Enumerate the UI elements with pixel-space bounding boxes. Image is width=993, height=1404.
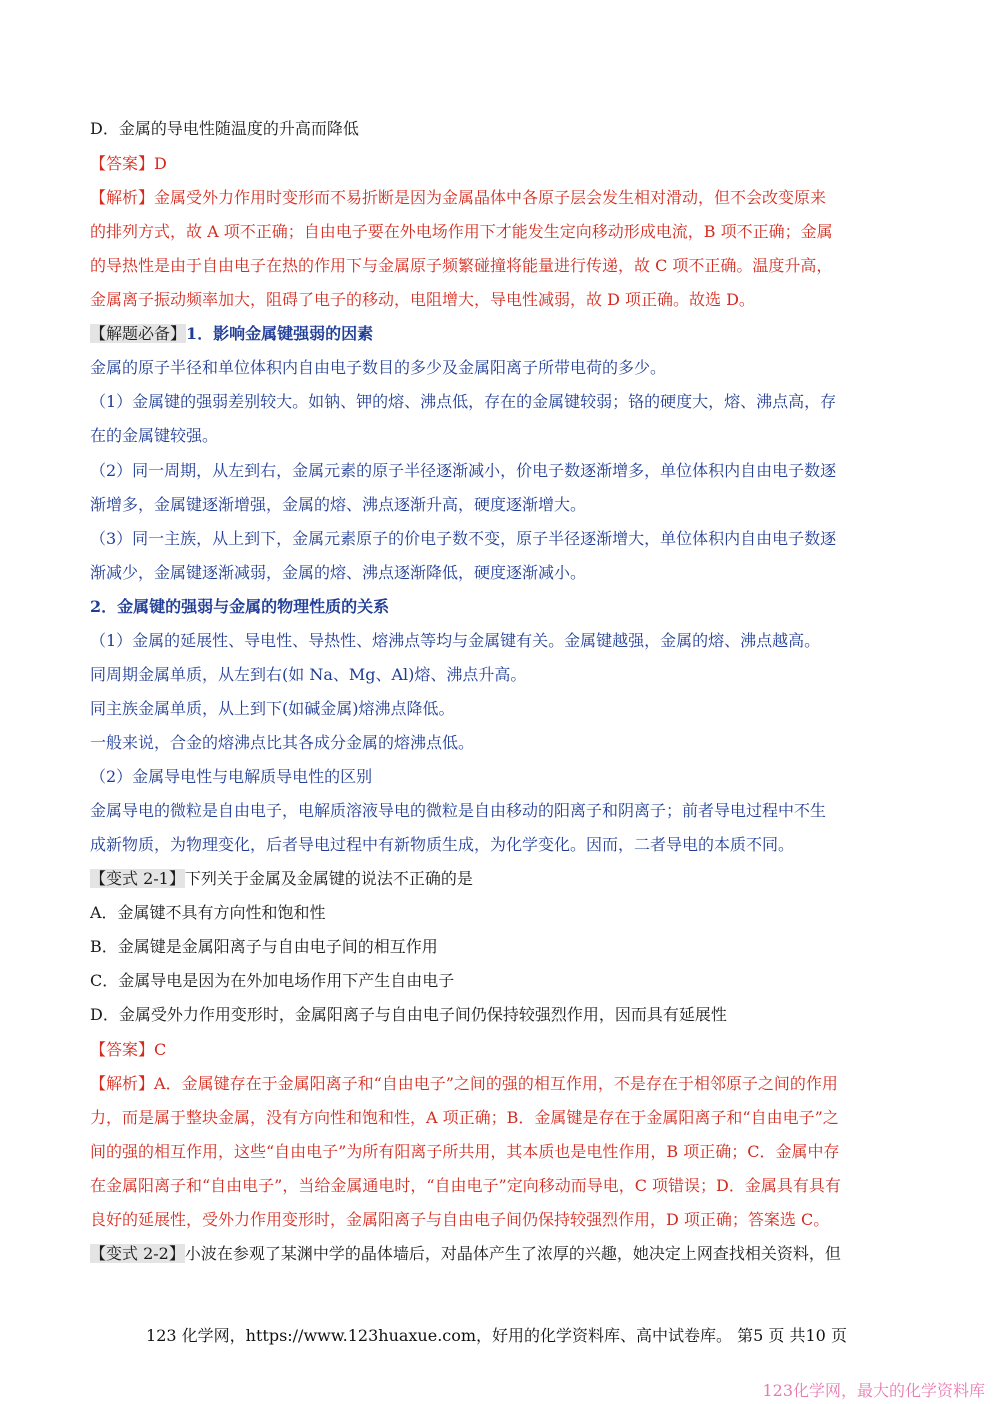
option-c: C．金属导电是因为在外加电场作用下产生自由电子 [90, 971, 455, 990]
section-2-point-2: （2）金属导电性与电解质导电性的区别 [90, 767, 373, 786]
analysis-variant-line3: 间的强的相互作用，这些“自由电子”为所有阳离子所共用，其本质也是电性作用，B 项正确；C．金属中存 [90, 1142, 840, 1161]
variant-2-1-stem: 下列关于金属及金属键的说法不正确的是 [184, 869, 473, 888]
option-d-q1: D．金属的导电性随温度的升高而降低 [90, 119, 359, 138]
analysis-text: 金属受外力作用时变形而不易折断是因为金属晶体中各原子层会发生相对滑动，但不会改变原来 [154, 188, 827, 207]
key-point-1-line2: 在的金属键较强。 [90, 426, 219, 445]
key-point-1-line1: （1）金属键的强弱差别较大。如钠、钾的熔、沸点低，存在的金属键较弱；铬的硬度大，熔、沸点高，存 [90, 392, 837, 411]
key-points-tag: 【解题必备】 [90, 324, 187, 343]
section-2-group: 同主族金属单质，从上到下(如碱金属)熔沸点降低。 [90, 699, 455, 718]
key-point-3-line1: （3）同一主族，从上到下，金属元素原子的价电子数不变，原子半径逐渐增大，单位体积内自由电子数逐 [90, 529, 837, 548]
key-point-2-line2: 渐增多，金属键逐渐增强，金属的熔、沸点逐渐升高，硬度逐渐增大。 [90, 495, 587, 514]
section-2-alloy: 一般来说，合金的熔沸点比其各成分金属的熔沸点低。 [90, 733, 475, 752]
variant-2-1-question [90, 868, 905, 890]
section-2-period: 同周期金属单质，从左到右(如 Na、Mg、Al)熔、沸点升高。 [90, 665, 527, 684]
analysis-q1-line2: 的排列方式，故 A 项不正确；自由电子要在外电场作用下才能发生定向移动形成电流，B 项不正确；金属 [90, 222, 833, 241]
answer-tag: 【答案】 [90, 154, 155, 173]
analysis-variant-line1 [90, 1073, 905, 1095]
analysis-tag: 【解析】 [90, 1074, 155, 1093]
answer-variant-2-1 [90, 1039, 905, 1061]
option-b: B．金属键是金属阳离子与自由电子间的相互作用 [90, 937, 438, 956]
analysis-variant-line4: 在金属阳离子和“自由电子”，当给金属通电时，“自由电子”定向移动而导电，C 项错误；D．金属具有具有 [90, 1176, 841, 1195]
analysis-q1-line4: 金属离子振动频率加大，阻碍了电子的移动，电阻增大，导电性减弱，故 D 项正确。故选 D。 [90, 290, 755, 309]
answer-tag: 【答案】 [90, 1040, 155, 1059]
variant-2-2-stem: 小波在参观了某渊中学的晶体墙后，对晶体产生了浓厚的兴趣，她决定上网查找相关资料，但 [184, 1244, 841, 1263]
answer-value: C [154, 1040, 167, 1059]
variant-2-2-question [90, 1243, 905, 1265]
key-points-heading [90, 323, 905, 345]
page-footer: 123 化学网，https://www.123huaxue.com，好用的化学资料库、高中试卷库。 第5 页 共10 页 [146, 1326, 847, 1345]
analysis-q1-line3: 的导热性是由于自由电子在热的作用下与金属原子频繁碰撞将能量进行传递，故 C 项不正确。温度升高， [90, 256, 833, 275]
section-2-title: 2．金属键的强弱与金属的物理性质的关系 [90, 597, 390, 616]
watermark: 123化学网，最大的化学资料库 [762, 1381, 985, 1400]
option-d: D．金属受外力作用变形时，金属阳离子与自由电子间仍保持较强烈作用，因而具有延展性 [90, 1005, 727, 1024]
section-2-conduct-line2: 成新物质，为物理变化，后者导电过程中有新物质生成，为化学变化。因而，二者导电的本质不同。 [90, 835, 795, 854]
key-point-3-line2: 渐减少，金属键逐渐减弱，金属的熔、沸点逐渐降低，硬度逐渐减小。 [90, 563, 587, 582]
option-a: A．金属键不具有方向性和饱和性 [90, 903, 326, 922]
key-point-text: 金属的原子半径和单位体积内自由电子数目的多少及金属阳离子所带电荷的多少。 [90, 358, 667, 377]
analysis-tag: 【解析】 [90, 188, 155, 207]
answer-q1 [90, 153, 905, 175]
key-point-2-line1: （2）同一周期，从左到右，金属元素的原子半径逐渐减小，价电子数逐渐增多，单位体积内自由电子数逐 [90, 461, 837, 480]
analysis-variant-line2: 力，而是属于整块金属，没有方向性和饱和性，A 项正确；B．金属键是存在于金属阳离子和“自由电子”之 [90, 1108, 839, 1127]
section-2-point-1: （1）金属的延展性、导电性、导热性、熔沸点等均与金属键有关。金属键越强，金属的熔、沸点越高。 [90, 631, 821, 650]
analysis-variant-line5: 良好的延展性，受外力作用变形时，金属阳离子与自由电子间仍保持较强烈作用，D 项正确；答案选 C。 [90, 1210, 830, 1229]
variant-2-2-tag: 【变式 2-2】 [90, 1244, 185, 1263]
analysis-text: A．金属键存在于金属阳离子和“自由电子”之间的强的相互作用，不是存在于相邻原子之间的作用 [154, 1074, 838, 1093]
analysis-q1-line1 [90, 187, 905, 209]
variant-2-1-tag: 【变式 2-1】 [90, 869, 185, 888]
key-points-title: 1．影响金属键强弱的因素 [186, 324, 374, 343]
section-2-conduct-line1: 金属导电的微粒是自由电子，电解质溶液导电的微粒是自由移动的阳离子和阴离子；前者导电过程中不生 [90, 801, 827, 820]
answer-value: D [154, 154, 167, 173]
